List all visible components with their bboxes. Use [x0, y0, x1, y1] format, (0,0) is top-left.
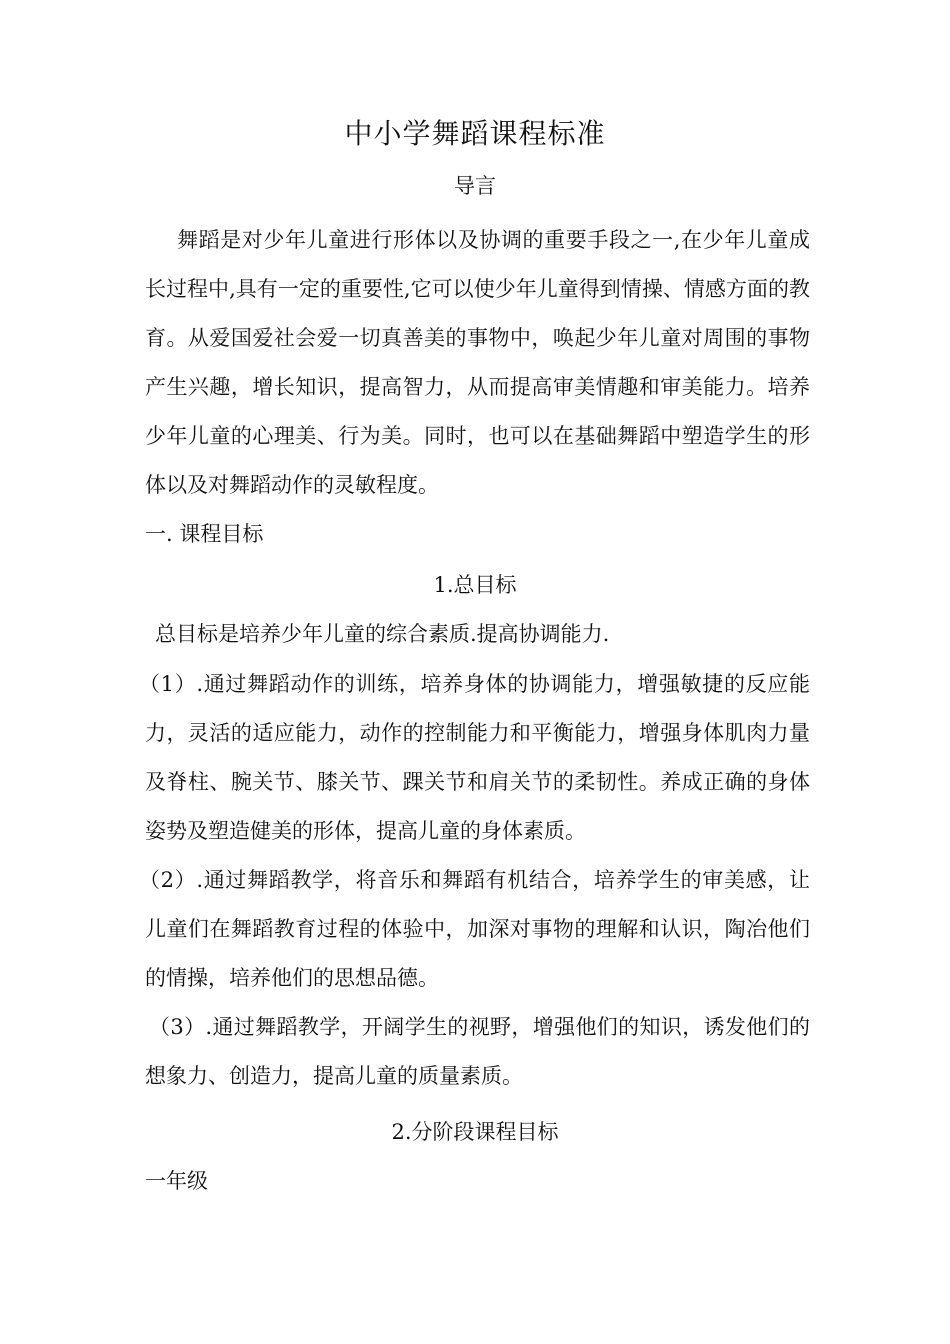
document-title: 中小学舞蹈课程标准 [344, 117, 606, 150]
section1-heading: 一. 课程目标 [145, 522, 264, 546]
goal1-item2: （2）.通过舞蹈教学，将音乐和舞蹈有机结合，培养学生的审美感，让儿童们在舞蹈教育过程的体验中，加深对事物的理解和认识，陶冶他们的情操，培养他们的思想品德。 [139, 868, 810, 990]
goal1-summary: 总目标是培养少年儿童的综合素质.提高协调能力. [155, 622, 610, 646]
grade1-heading: 一年级 [145, 1169, 208, 1193]
goal2-heading: 2.分阶段课程目标 [391, 1120, 559, 1144]
goal1-heading: 1.总目标 [433, 573, 517, 597]
goal1-item3: （3）.通过舞蹈教学，开阔学生的视野，增强他们的知识，诱发他们的想象力、创造力，提高儿童的质量素质。 [145, 1015, 810, 1088]
goal1-item1: （1）.通过舞蹈动作的训练，培养身体的协调能力，增强敏捷的反应能力，灵活的适应能力，动作的控制能力和平衡能力，增强身体肌肉力量及脊柱、腕关节、膝关节、踝关节和肩关节的柔韧性。养成正确的身体姿势及塑造健美的形体，提高儿童的身体素质。 [139, 672, 810, 843]
document-subtitle: 导言 [454, 174, 496, 198]
intro-paragraph: 舞蹈是对少年儿童进行形体以及协调的重要手段之一,在少年儿童成长过程中,具有一定的重要性,它可以使少年儿童得到情操、情感方面的教育。从爱国爱社会爱一切真善美的事物中，唤起少年儿童对周围的事物产生兴趣，增长知识，提高智力，从而提高审美情趣和审美能力。培养少年儿童的心理美、行为美。同时，也可以在基础舞蹈中塑造学生的形体以及对舞蹈动作的灵敏程度。 [145, 228, 810, 497]
